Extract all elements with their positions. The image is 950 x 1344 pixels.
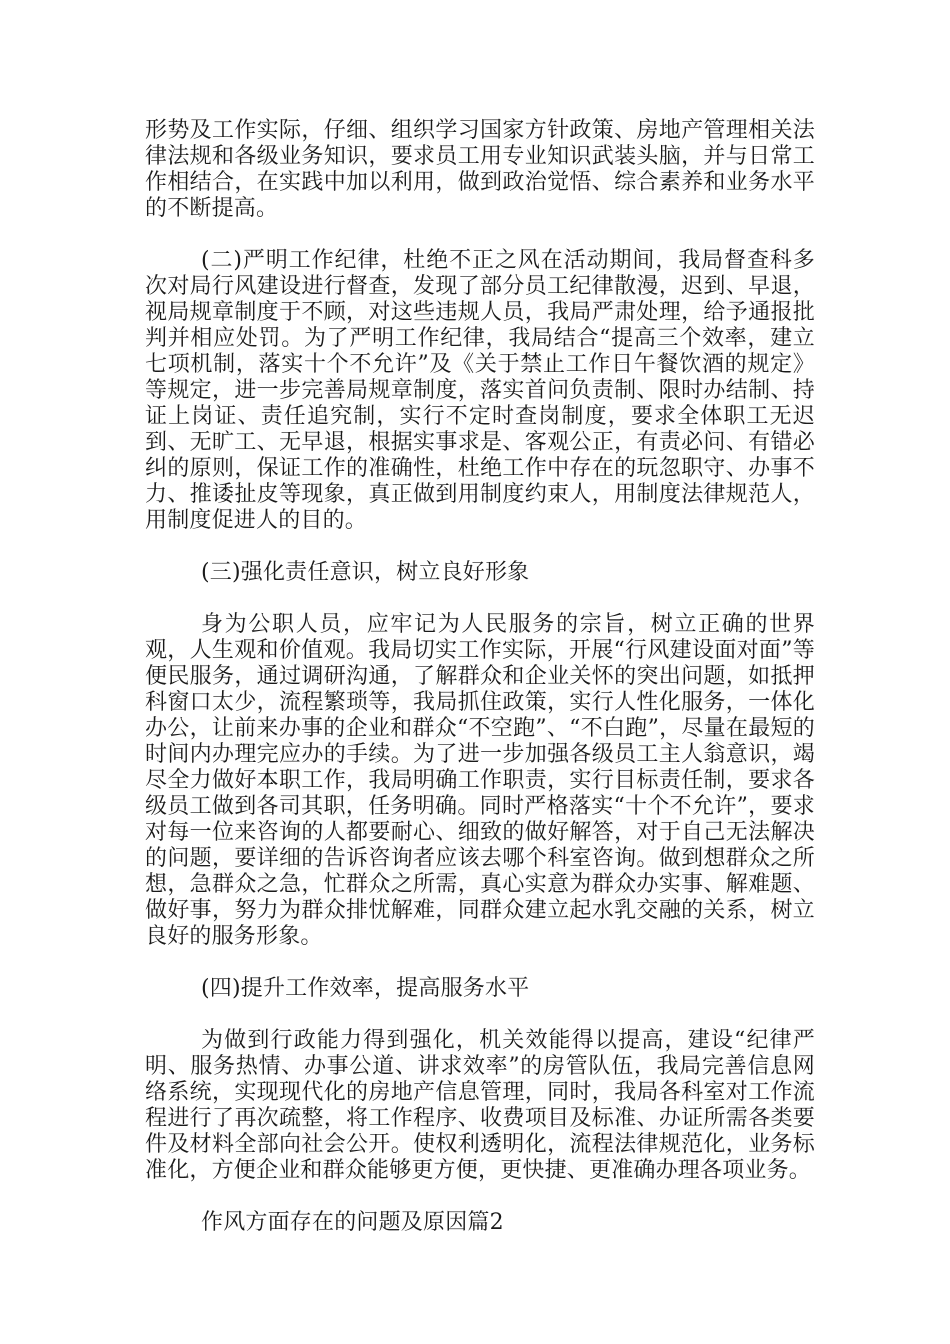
paragraph-section-3: 身为公职人员，应牢记为人民服务的宗旨，树立正确的世界观，人生观和价值观。我局切实工作实际，开展“行风建设面对面”等便民服务，通过调研沟通，了解群众和企业关怀的突出问题，如抵押科窗口太少，流程繁琐等，我局抓住政策，实行人性化服务，一体化办公，让前来办事的企业和群众“不空跑”、“不白跑”，尽量在最短的时间内办理完应办的手续。为了进一步加强各级员工主人翁意识，竭尽全力做好本职工作，我局明确工作职责，实行目标责任制，要求各级员工做到各司其职，任务明确。同时严格落实“十个不允许”，要求对每一位来咨询的人都要耐心、细致的做好解答，对于自己无法解决的问题，要详细的告诉咨询者应该去哪个科室咨询。做到想群众之所想，急群众之急，忙群众之所需，真心实意为群众办实事、解难题、做好事，努力为群众排忧解难，同群众建立起水乳交融的关系，树立良好的服务形象。 [145,612,815,949]
section-heading-3: (三)强化责任意识，树立良好形象 [201,560,530,585]
paragraph-section-2: (二)严明工作纪律，杜绝不正之风在活动期间，我局督查科多次对局行风建设进行督查，发现了部分员工纪律散漫，迟到、早退，视局规章制度于不顾，对这些违规人员，我局严肃处理，给予通报批判并相应处罚。为了严明工作纪律，我局结合“提高三个效率，建立七项机制，落实十个不允许”及《关于禁止工作日午餐饮酒的规定》等规定，进一步完善局规章制度，落实首问负责制、限时办结制、持证上岗证、责任追究制，实行不定时查岗制度，要求全体职工无迟到、无旷工、无早退，根据实事求是、客观公正，有责必问、有错必纠的原则，保证工作的准确性，杜绝工作中存在的玩忽职守、办事不力、推诿扯皮等现象，真正做到用制度约束人，用制度法律规范人，用制度促进人的目的。 [145,248,815,533]
paragraph-spacer [145,586,815,612]
section-heading-4: (四)提升工作效率，提高服务水平 [201,976,530,1001]
paragraph-intro-continuation: 形势及工作实际，仔细、组织学习国家方针政策、房地产管理相关法律法规和各级业务知识，要求员工用专业知识武装头脑，并与日常工作相结合，在实践中加以利用，做到政治觉悟、综合素养和业务水平的不断提高。 [145,118,815,221]
paragraph-spacer [145,1184,815,1210]
document-body [145,118,815,1236]
paragraph-spacer [145,222,815,248]
paragraph-spacer [145,1002,815,1028]
paragraph-spacer [145,950,815,976]
article-heading-part-2: 作风方面存在的问题及原因篇2 [201,1210,504,1235]
paragraph-section-4: 为做到行政能力得到强化，机关效能得以提高，建设“纪律严明、服务热情、办事公道、讲求效率”的房管队伍，我局完善信息网络系统，实现现代化的房地产信息管理，同时，我局各科室对工作流程进行了再次疏整，将工作程序、收费项目及标准、办证所需各类要件及材料全部向社会公开。使权利透明化，流程法律规范化，业务标准化，方便企业和群众能够更方便，更快捷、更准确办理各项业务。 [145,1028,815,1183]
paragraph-spacer [145,534,815,560]
